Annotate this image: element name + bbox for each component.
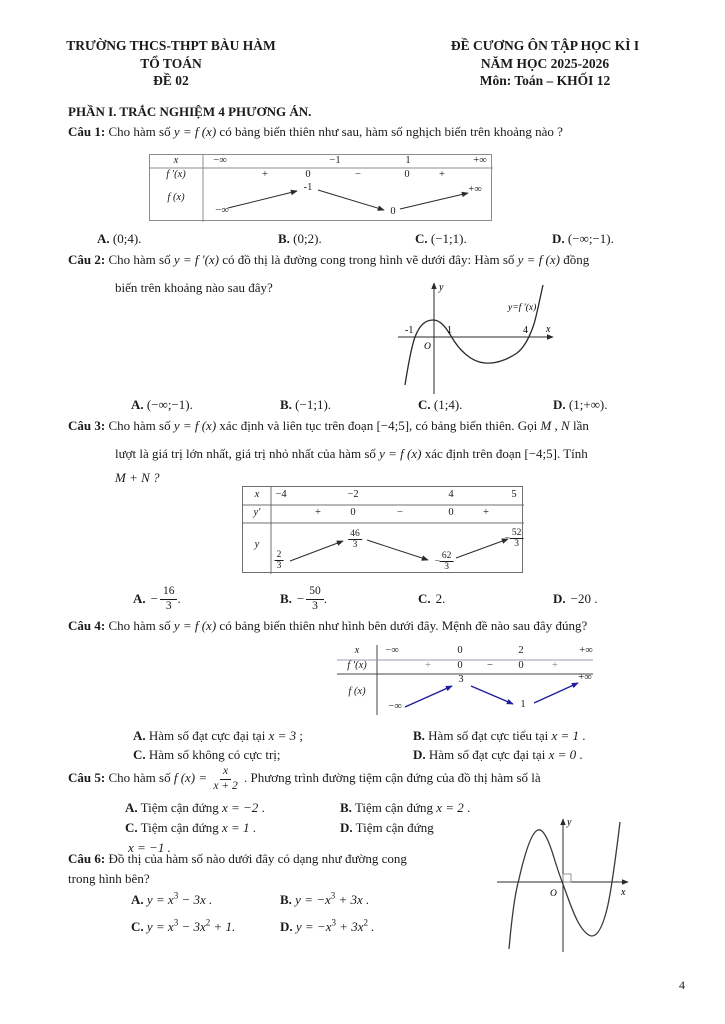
q5-label: Câu 5: [68,770,106,785]
q3-frac-den: 3 [444,562,450,573]
q3-minus-sign: − [504,533,510,544]
q1-option-b-key: B. [278,231,290,246]
q1-f-end: +∞ [468,184,482,195]
q1-variation-table [149,154,492,221]
q5-option-a-key: A. [125,800,138,815]
q4-table-lines-arrows [337,645,593,717]
q6-option-c-sup2: 2 [205,917,211,928]
q1-option-b-value: (0;2). [293,231,322,246]
q6-option-a [131,892,212,908]
q4-arrow-up2 [534,683,578,703]
q3-label: Câu 3: [68,418,106,433]
q1-x-value: −1 [329,155,341,166]
q5-option-b-key: B. [340,800,352,815]
q1-sign: + [439,169,445,180]
q3-option-c-key: C. [418,591,431,606]
q6-option-a-math2: − 3x . [178,892,213,907]
q6-right-angle-mark [563,874,571,882]
q2-option-d-key: D. [553,397,566,412]
q4-x-value: +∞ [579,645,593,656]
q4-option-d-key: D. [413,747,426,762]
q1-x-value: 1 [405,155,411,166]
q6-cubic-graph [492,810,675,958]
q2-option-c-key: C. [418,397,431,412]
q3-y-end-fraction [505,528,524,550]
q5-option-d [340,820,434,836]
q5-option-c-post: . [249,820,257,835]
q1-arrow-up2 [400,193,468,209]
q6-option-c-math: y = x [146,919,174,934]
q3-option-a-post: . [177,591,181,606]
q2-option-a-value: (−∞;−1). [146,397,193,412]
q3-y-start-fraction [275,550,284,572]
q4-option-b-post: . [579,728,586,743]
q5-text: Cho hàm số [105,770,174,785]
q3-option-a-sign: − [150,591,158,606]
exam-code: ĐỀ 02 [153,73,189,88]
q1-sign: − [355,169,361,180]
q3-math2: M , N [540,418,570,433]
q3-y-min-fraction [435,551,454,573]
q2-text2: có đồ thị là đường cong trong hình vẽ dưới đây: Hàm số [219,252,518,267]
q1-row-label-x: x [173,155,179,166]
q3-line2-math: y = f (x) [379,446,422,461]
school-year: NĂM HỌC 2025-2026 [480,55,610,71]
department: TỔ TOÁN [140,55,202,71]
q1-option-c [415,231,467,247]
q6-label: Câu 6: [68,851,106,866]
q3-option-a-key: A. [133,591,146,606]
q2-tick: 1 [447,325,452,336]
q6-ylabel: y [567,817,572,828]
q5-option-c-text: Tiệm cận đứng [140,820,222,835]
q4-option-b-text: Hàm số đạt cực tiểu tại [428,728,552,743]
q4-arrow-up1 [405,686,452,707]
q3-option-a-den: 3 [165,599,172,612]
q3-option-c [418,583,445,615]
q2-ylabel: y [439,282,444,293]
header-left [52,37,290,90]
q4-option-d-post: . [576,747,583,762]
q3-frac-den: 3 [514,539,520,550]
q1-row-label-fprime: f ′(x) [166,169,186,180]
q4-f-end: +∞ [578,672,592,683]
q1-text2: có bảng biến thiên như sau, hàm số nghịch biến trên khoảng nào ? [216,124,563,139]
q2-origin: O [424,342,431,352]
q6-option-d-math2: + 3x [335,919,364,934]
q4-option-b-math: x = 1 [551,728,580,743]
q3-option-a-num: 16 [160,585,178,599]
q1-option-a-key: A. [97,231,110,246]
q4-option-d [413,747,583,763]
q4-row-label-fprime: f ′(x) [347,660,367,671]
q4-f-max: 3 [458,674,464,685]
q4-sign: 0 [518,660,524,671]
q3-option-d-value: −20 . [570,591,598,606]
q3-x-value: 4 [448,489,454,500]
q4-option-d-text: Hàm số đạt cực đại tại [428,747,549,762]
q6-option-c [131,919,235,935]
q5-option-c-math: x = 1 [221,820,250,835]
q1-arrow-down [318,190,384,210]
q2-option-c [418,397,462,413]
q1-option-c-value: (−1;1). [430,231,467,246]
q3-question-line2 [115,446,588,462]
page-number: 4 [679,978,685,992]
q6-option-c-sup: 3 [173,917,179,928]
q4-option-b [413,728,586,744]
q4-option-a-text: Hàm số đạt cực đại tại [148,728,269,743]
q2-tick: -1 [405,325,414,336]
q4-f-start: −∞ [388,701,402,712]
q4-arrow-down [471,686,513,704]
q3-option-d-key: D. [553,591,566,606]
q6-text: Đồ thị của hàm số nào dưới đây có dạng như đường cong [105,851,407,866]
q4-x-value: −∞ [385,645,399,656]
q3-frac-num: 62 [441,551,452,561]
q6-option-b-sup: 3 [330,890,336,901]
q2-option-c-value: (1;4). [433,397,463,412]
q5-option-b-math: x = 2 [436,800,464,815]
q2-curve-label: y=f ′(x) [508,303,537,313]
q1-math: y = f (x) [173,124,217,139]
q3-y-max-fraction [348,529,362,551]
q1-sign: + [262,169,268,180]
q1-arrow-up1 [228,191,297,208]
q6-option-d-sup: 3 [331,917,336,928]
q6-option-b-key: B. [280,892,292,907]
q2-option-a [131,397,193,413]
q3-option-a [133,583,181,615]
school-name: TRƯỜNG THCS-THPT BÀU HÀM [66,38,276,53]
q6-option-a-key: A. [131,892,144,907]
q3-option-d [553,583,597,615]
q6-curve [509,822,620,949]
q3-text3: lần [569,418,589,433]
q1-f-start: −∞ [215,205,229,216]
q4-text2: có bảng biến thiên như hình bên dưới đây. Mệnh đề nào sau đây đúng? [216,618,588,633]
q6-question-line2: trong hình bên? [68,871,150,886]
q6-origin: O [550,889,557,899]
q1-x-value: +∞ [473,155,487,166]
q3-frac-den: 3 [276,561,282,572]
q6-xlabel: x [621,887,626,898]
q6-option-d-key: D. [280,919,293,934]
q3-option-b-num: 50 [306,585,324,599]
q2-option-b [280,397,331,413]
q5-option-b-post: . [463,800,471,815]
q5-option-b-text: Tiệm cận đứng [354,800,437,815]
q1-f-max: -1 [303,182,313,193]
q6-option-b-math: y = −x [295,892,331,907]
q3-option-b-key: B. [280,591,292,606]
q1-option-d-key: D. [552,231,565,246]
q4-option-c-text: Hàm số không có cực trị; [148,747,281,762]
q2-option-a-key: A. [131,397,144,412]
q4-text: Cho hàm số [105,618,174,633]
q4-row-label-f: f (x) [348,686,366,697]
q4-f-min: 1 [520,699,526,710]
q1-question [68,124,563,140]
q1-table-lines-arrows [150,155,493,222]
q5-option-a-post: . [258,800,265,815]
q3-text2: xác định và liên tục trên đoạn [−4;5], có bảng biến thiên. Gọi [216,418,541,433]
q4-option-b-key: B. [413,728,425,743]
q3-row-label-yprime: y′ [253,507,261,518]
q5-text2: . Phương trình đường tiệm cận đứng của đồ thị hàm số là [240,770,541,785]
q5-option-a-text: Tiệm cận đứng [140,800,222,815]
q3-option-b-sign: − [296,591,305,606]
q3-text: Cho hàm số [105,418,174,433]
q2-fprime-graph [395,276,570,398]
q6-question [68,851,407,867]
q4-x-value: 0 [457,645,463,656]
q3-arrow-up1 [290,541,343,561]
q5-frac-den: x + 2 [213,779,238,792]
q3-sign: 0 [350,507,356,518]
q6-option-c-math2: − 3x [178,919,206,934]
exam-title: ĐỀ CƯƠNG ÔN TẬP HỌC KÌ I [450,38,640,53]
q2-question-line2: biến trên khoảng nào sau đây? [115,280,273,295]
q1-option-a-value: (0;4). [112,231,142,246]
q6-option-b [280,892,369,908]
q4-row-label-x: x [354,645,360,656]
q3-option-b [280,583,327,615]
q6-option-a-math: y = x [146,892,174,907]
q3-row-label-y: y [254,539,260,550]
q2-option-b-key: B. [280,397,292,412]
q3-option-b-post: . [323,591,328,606]
subject: Môn: Toán – KHỐI 12 [479,73,611,88]
q3-line2-text2: xác định trên đoạn [−4;5]. Tính [421,446,588,461]
q6-option-b-math2: + 3x . [335,892,370,907]
q3-line2-text: lượt là giá trị lớn nhất, giá trị nhỏ nhất của hàm số [115,446,380,461]
q3-row-label-x: x [254,489,260,500]
q3-variation-table [242,486,523,573]
q3-x-value: 5 [511,489,517,500]
q4-option-c-key: C. [133,747,146,762]
q6-option-c-key: C. [131,919,144,934]
q3-question-line3: M + N ? [115,470,160,485]
q5-option-c [125,820,256,836]
q5-frac-num: x [220,765,231,779]
q3-arrow-down [367,540,428,560]
q1-option-d [552,231,614,247]
q4-sign: − [487,660,493,671]
q4-option-a-math: x = 3 [268,728,297,743]
q6-option-d-math: y = −x [295,919,332,934]
q5-fraction [210,765,240,792]
q2-option-b-value: (−1;1). [295,397,332,412]
q4-sign: 0 [457,660,463,671]
q4-variation-table [337,645,593,717]
q5-question [68,763,541,793]
q1-text: Cho hàm số [105,124,174,139]
q3-sign: + [315,507,321,518]
q3-sign: + [483,507,489,518]
q1-f-min: 0 [390,206,396,217]
q4-sign: + [552,660,558,671]
q2-math2: y = f (x) [517,252,560,267]
q4-option-d-math: x = 0 [548,747,577,762]
q3-x-value: −2 [347,489,359,500]
q6-option-d-post: . [368,919,375,934]
q6-option-c-post: + 1. [210,919,236,934]
q5-option-d-continuation: x = −1 . [128,840,171,855]
q5-option-a-math: x = −2 [221,800,259,815]
q2-math1: y = f ′(x) [173,252,220,267]
q4-label: Câu 4: [68,618,106,633]
q3-question [68,418,589,434]
q1-sign: 0 [305,169,311,180]
q1-option-d-value: (−∞;−1). [567,231,614,246]
q6-option-d-sup2: 2 [363,917,369,928]
q2-text: Cho hàm số [105,252,174,267]
q3-math1: y = f (x) [173,418,217,433]
q2-text3: đồng [560,252,590,267]
q3-option-b-den: 3 [312,599,318,612]
q6-option-d [280,919,375,935]
q5-option-d-key: D. [340,820,353,835]
q2-xlabel: x [546,324,551,335]
q1-option-b [278,231,322,247]
q4-x-value: 2 [518,645,524,656]
q3-frac-num: 2 [276,550,282,560]
q5-option-a [125,800,265,816]
q1-row-label-f: f (x) [167,192,185,203]
q5-option-c-key: C. [125,820,138,835]
q4-option-a-key: A. [133,728,146,743]
q4-sign: + [425,660,431,671]
q1-option-a [97,231,141,247]
q3-minus-sign: − [434,556,440,567]
q3-frac-num: 46 [350,529,360,539]
q3-sign: 0 [448,507,454,518]
q5-math: f (x) = [173,770,208,785]
q2-question [68,252,589,268]
header-right [420,37,670,90]
q3-option-c-value: 2. [435,591,446,606]
q4-question [68,618,587,634]
q5-option-b [340,800,470,816]
q1-option-c-key: C. [415,231,428,246]
q3-arrow-up2 [456,539,508,558]
q4-option-a-post: ; [296,728,303,743]
q5-option-d-text: Tiệm cận đứng [355,820,434,835]
q1-x-value: −∞ [213,155,227,166]
q2-label: Câu 2: [68,252,106,267]
q4-option-c [133,747,281,763]
q4-math: y = f (x) [173,618,217,633]
q6-option-a-sup: 3 [173,890,179,901]
q2-option-d [553,397,608,413]
q1-sign: 0 [404,169,410,180]
q2-tick: 4 [523,325,528,336]
q3-frac-num: 52 [511,528,522,538]
q4-option-a [133,728,303,744]
q1-label: Câu 1: [68,124,106,139]
q2-option-d-value: (1;+∞). [568,397,608,412]
q3-frac-den: 3 [352,540,358,551]
q3-sign: − [397,507,403,518]
q3-x-value: −4 [275,489,287,500]
part1-title: PHẦN I. TRẮC NGHIỆM 4 PHƯƠNG ÁN. [68,104,312,119]
